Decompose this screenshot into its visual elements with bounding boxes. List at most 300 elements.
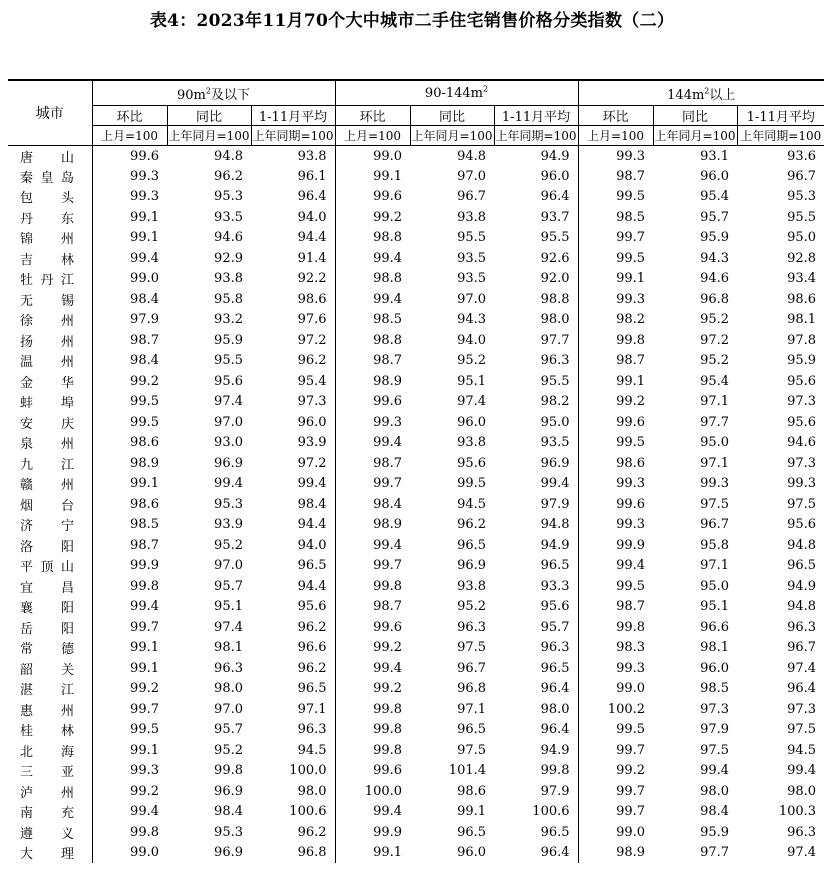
city-name: 宜昌 xyxy=(20,580,74,596)
city-cell xyxy=(8,187,92,208)
city-name: 无锡 xyxy=(20,293,74,309)
table-row xyxy=(8,453,824,474)
index-value-cell: 99.6 xyxy=(616,414,646,430)
city-cell xyxy=(8,535,92,556)
city-cell xyxy=(8,351,92,372)
index-value-cell: 98.0 xyxy=(494,699,578,720)
index-value-cell: 96.8 xyxy=(457,681,487,697)
city-name: 蚌埠 xyxy=(20,396,74,412)
city-name: 惠州 xyxy=(20,703,74,719)
index-value-cell: 96.4 xyxy=(494,187,578,208)
city-cell xyxy=(8,269,92,290)
index-value-cell: 96.2 xyxy=(457,517,487,533)
index-value-cell: 95.3 xyxy=(787,189,817,205)
index-value-cell: 97.3 xyxy=(787,701,817,717)
index-value-cell: 99.2 xyxy=(130,783,159,799)
index-value-cell: 99.1 xyxy=(457,804,487,820)
city-name: 九江 xyxy=(20,457,74,473)
index-value-cell: 99.4 xyxy=(787,763,817,779)
index-value-cell: 97.4 xyxy=(787,660,817,676)
index-value-cell: 94.6 xyxy=(787,435,817,451)
index-value-cell: 93.3 xyxy=(494,576,578,597)
index-value-cell: 99.5 xyxy=(616,435,646,451)
index-value-cell: 97.8 xyxy=(787,332,817,348)
price-index-table xyxy=(8,79,824,863)
table-row xyxy=(8,576,824,597)
index-value-cell: 92.6 xyxy=(494,248,578,269)
group-header-large: $144m^2$以上 xyxy=(578,80,824,106)
index-value-cell: 99.6 xyxy=(373,394,403,410)
index-value-cell: 99.4 xyxy=(700,763,730,779)
city-cell xyxy=(8,166,92,187)
table-row xyxy=(8,494,824,515)
index-value-cell: 99.3 xyxy=(130,763,159,779)
city-name: 桂林 xyxy=(20,724,74,740)
index-value-cell: 99.4 xyxy=(130,599,159,615)
mom-base-header: 上月=100 xyxy=(578,126,653,146)
table-row xyxy=(8,781,824,802)
index-value-cell: 97.4 xyxy=(214,619,243,635)
mom-base-header: 上月=100 xyxy=(92,126,167,146)
table-row xyxy=(8,269,824,290)
index-value-cell: 95.5 xyxy=(457,230,487,246)
index-value-cell: 97.0 xyxy=(457,291,487,307)
mom-header: 环比 xyxy=(578,106,653,126)
city-name: 泉州 xyxy=(20,437,74,453)
group-header-medium: $90-144m^2$ xyxy=(335,80,578,106)
index-value-cell: 99.5 xyxy=(130,722,159,738)
index-value-cell: 100.3 xyxy=(778,804,817,820)
index-value-cell: 99.4 xyxy=(251,474,335,495)
city-name: 赣州 xyxy=(20,478,74,494)
table-row xyxy=(8,679,824,700)
city-cell xyxy=(8,617,92,638)
city-cell xyxy=(8,802,92,823)
index-value-cell: 99.8 xyxy=(373,701,403,717)
index-value-cell: 96.3 xyxy=(787,824,817,840)
table-row xyxy=(8,535,824,556)
index-value-cell: 99.6 xyxy=(616,496,646,512)
index-value-cell: 99.1 xyxy=(130,660,159,676)
index-value-cell: 96.4 xyxy=(251,187,335,208)
index-value-cell: 99.3 xyxy=(130,168,159,184)
index-value-cell: 95.2 xyxy=(457,353,487,369)
index-value-cell: 95.2 xyxy=(214,537,243,553)
city-cell xyxy=(8,392,92,413)
index-value-cell: 99.4 xyxy=(373,435,403,451)
index-value-cell: 98.6 xyxy=(787,291,817,307)
index-value-cell: 96.9 xyxy=(214,783,243,799)
index-value-cell: 99.4 xyxy=(130,250,159,266)
index-value-cell: 95.2 xyxy=(457,599,487,615)
index-value-cell: 93.8 xyxy=(457,209,487,225)
yoy-base-header: 上年同月=100 xyxy=(167,126,251,146)
index-value-cell: 95.3 xyxy=(214,189,243,205)
table-row xyxy=(8,433,824,454)
index-value-cell: 99.9 xyxy=(616,537,646,553)
index-value-cell: 99.3 xyxy=(373,414,403,430)
index-value-cell: 95.8 xyxy=(700,537,730,553)
index-value-cell: 98.0 xyxy=(251,781,335,802)
index-value-cell: 93.5 xyxy=(457,271,487,287)
index-value-cell: 95.7 xyxy=(214,578,243,594)
index-value-cell: 98.7 xyxy=(616,353,646,369)
index-value-cell: 96.5 xyxy=(457,824,487,840)
index-value-cell: 98.5 xyxy=(616,209,646,225)
index-value-cell: 99.6 xyxy=(373,189,403,205)
index-value-cell: 96.7 xyxy=(787,168,817,184)
index-value-cell: 100.0 xyxy=(251,761,335,782)
ytd-base-header: 上年同期=100 xyxy=(251,126,335,146)
index-value-cell: 99.1 xyxy=(616,271,646,287)
city-name: 泸州 xyxy=(20,785,74,801)
index-value-cell: 96.4 xyxy=(787,681,817,697)
index-value-cell: 99.4 xyxy=(214,476,243,492)
index-value-cell: 99.1 xyxy=(130,742,159,758)
city-cell xyxy=(8,597,92,618)
index-value-cell: 96.5 xyxy=(787,558,817,574)
index-value-cell: 94.9 xyxy=(494,146,578,167)
index-value-cell: 95.3 xyxy=(214,824,243,840)
index-value-cell: 99.4 xyxy=(130,804,159,820)
table-row xyxy=(8,720,824,741)
index-value-cell: 94.8 xyxy=(457,148,487,164)
index-value-cell: 98.7 xyxy=(616,168,646,184)
index-value-cell: 93.1 xyxy=(700,148,730,164)
index-value-cell: 94.8 xyxy=(787,599,817,615)
city-cell xyxy=(8,433,92,454)
index-value-cell: 98.8 xyxy=(373,230,403,246)
index-value-cell: 99.8 xyxy=(130,824,159,840)
index-value-cell: 93.7 xyxy=(494,207,578,228)
city-name: 扬州 xyxy=(20,334,74,350)
index-value-cell: 98.9 xyxy=(616,845,646,861)
yoy-header: 同比 xyxy=(167,106,251,126)
index-value-cell: 99.2 xyxy=(616,394,646,410)
index-value-cell: 96.5 xyxy=(494,822,578,843)
city-cell xyxy=(8,228,92,249)
table-row xyxy=(8,822,824,843)
yoy-base-header: 上年同月=100 xyxy=(410,126,494,146)
index-value-cell: 96.2 xyxy=(251,658,335,679)
index-value-cell: 94.4 xyxy=(251,515,335,536)
index-value-cell: 97.5 xyxy=(700,496,730,512)
index-value-cell: 95.7 xyxy=(494,617,578,638)
index-value-cell: 96.0 xyxy=(700,168,730,184)
table-row xyxy=(8,207,824,228)
index-value-cell: 96.5 xyxy=(494,658,578,679)
city-cell xyxy=(8,494,92,515)
index-value-cell: 96.9 xyxy=(457,558,487,574)
index-value-cell: 95.0 xyxy=(494,412,578,433)
index-value-cell: 99.1 xyxy=(130,230,159,246)
index-value-cell: 99.8 xyxy=(130,578,159,594)
index-value-cell: 96.5 xyxy=(457,537,487,553)
index-value-cell: 95.1 xyxy=(214,599,243,615)
table-row xyxy=(8,330,824,351)
index-value-cell: 99.3 xyxy=(616,660,646,676)
index-value-cell: 95.4 xyxy=(251,371,335,392)
index-value-cell: 99.2 xyxy=(373,640,403,656)
index-value-cell: 97.3 xyxy=(787,394,817,410)
index-value-cell: 99.0 xyxy=(616,824,646,840)
index-value-cell: 97.1 xyxy=(700,455,730,471)
group-header-small: $90m^2$及以下 xyxy=(92,80,335,106)
table-row xyxy=(8,802,824,823)
index-value-cell: 95.6 xyxy=(457,455,487,471)
table-row xyxy=(8,248,824,269)
index-value-cell: 99.3 xyxy=(616,148,646,164)
index-value-cell: 99.1 xyxy=(616,373,646,389)
index-value-cell: 99.6 xyxy=(373,619,403,635)
index-value-cell: 96.3 xyxy=(787,619,817,635)
index-value-cell: 96.8 xyxy=(700,291,730,307)
index-value-cell: 99.2 xyxy=(130,373,159,389)
index-value-cell: 97.1 xyxy=(700,394,730,410)
index-value-cell: 99.0 xyxy=(130,271,159,287)
table-row xyxy=(8,412,824,433)
city-name: 锦州 xyxy=(20,232,74,248)
city-cell xyxy=(8,822,92,843)
index-value-cell: 93.9 xyxy=(251,433,335,454)
index-value-cell: 96.3 xyxy=(494,638,578,659)
city-cell xyxy=(8,556,92,577)
city-name: 吉林 xyxy=(20,252,74,268)
table-row xyxy=(8,371,824,392)
city-name: 唐山 xyxy=(20,150,74,166)
index-value-cell: 99.3 xyxy=(130,189,159,205)
table-row xyxy=(8,699,824,720)
index-value-cell: 97.1 xyxy=(251,699,335,720)
index-value-cell: 99.5 xyxy=(616,578,646,594)
city-cell xyxy=(8,412,92,433)
index-value-cell: 93.8 xyxy=(457,578,487,594)
index-value-cell: 94.5 xyxy=(457,496,487,512)
index-value-cell: 93.8 xyxy=(214,271,243,287)
yoy-base-header: 上年同月=100 xyxy=(653,126,737,146)
index-value-cell: 97.9 xyxy=(130,312,159,328)
index-value-cell: 94.5 xyxy=(251,740,335,761)
index-value-cell: 99.3 xyxy=(700,476,730,492)
index-value-cell: 95.1 xyxy=(700,599,730,615)
index-value-cell: 97.5 xyxy=(700,742,730,758)
index-value-cell: 96.2 xyxy=(251,617,335,638)
index-value-cell: 97.5 xyxy=(787,496,817,512)
index-value-cell: 99.8 xyxy=(214,763,243,779)
table-row xyxy=(8,515,824,536)
index-value-cell: 99.6 xyxy=(373,763,403,779)
city-name: 烟台 xyxy=(20,498,74,514)
index-value-cell: 95.2 xyxy=(700,353,730,369)
index-value-cell: 95.2 xyxy=(700,312,730,328)
index-value-cell: 95.0 xyxy=(700,578,730,594)
index-value-cell: 98.0 xyxy=(494,310,578,331)
city-name: 济宁 xyxy=(20,519,74,535)
index-value-cell: 97.4 xyxy=(214,394,243,410)
table-row xyxy=(8,351,824,372)
index-value-cell: 99.5 xyxy=(616,722,646,738)
city-cell xyxy=(8,679,92,700)
index-value-cell: 96.7 xyxy=(700,517,730,533)
city-name: 北海 xyxy=(20,744,74,760)
city-cell xyxy=(8,638,92,659)
index-value-cell: 96.3 xyxy=(457,619,487,635)
index-value-cell: 98.6 xyxy=(130,435,159,451)
table-row xyxy=(8,146,824,167)
index-value-cell: 96.5 xyxy=(457,722,487,738)
table-row xyxy=(8,392,824,413)
index-value-cell: 97.1 xyxy=(457,701,487,717)
index-value-cell: 99.2 xyxy=(616,763,646,779)
table-row xyxy=(8,228,824,249)
ytd-avg-header: 1-11月平均 xyxy=(251,106,335,126)
index-value-cell: 94.6 xyxy=(700,271,730,287)
city-name: 湛江 xyxy=(20,683,74,699)
index-value-cell: 93.4 xyxy=(787,271,817,287)
index-value-cell: 95.5 xyxy=(214,353,243,369)
index-value-cell: 96.9 xyxy=(494,453,578,474)
index-value-cell: 95.3 xyxy=(214,496,243,512)
index-value-cell: 98.7 xyxy=(130,332,159,348)
index-value-cell: 93.6 xyxy=(787,148,817,164)
city-name: 南充 xyxy=(20,806,74,822)
index-value-cell: 94.9 xyxy=(494,740,578,761)
city-cell xyxy=(8,146,92,167)
city-cell xyxy=(8,474,92,495)
index-value-cell: 97.5 xyxy=(787,722,817,738)
index-value-cell: 99.3 xyxy=(616,476,646,492)
index-value-cell: 96.6 xyxy=(251,638,335,659)
index-value-cell: 98.7 xyxy=(130,537,159,553)
index-value-cell: 95.6 xyxy=(251,597,335,618)
index-value-cell: 99.1 xyxy=(373,845,403,861)
index-value-cell: 97.7 xyxy=(494,330,578,351)
index-value-cell: 97.5 xyxy=(457,742,487,758)
city-cell xyxy=(8,207,92,228)
table-row xyxy=(8,740,824,761)
index-value-cell: 96.7 xyxy=(457,660,487,676)
index-value-cell: 98.1 xyxy=(214,640,243,656)
index-value-cell: 98.7 xyxy=(373,599,403,615)
index-value-cell: 99.7 xyxy=(616,783,646,799)
index-value-cell: 96.0 xyxy=(457,414,487,430)
index-value-cell: 99.7 xyxy=(616,742,646,758)
index-value-cell: 99.7 xyxy=(616,230,646,246)
index-value-cell: 96.9 xyxy=(214,845,243,861)
index-value-cell: 94.5 xyxy=(787,742,817,758)
index-value-cell: 95.6 xyxy=(787,373,817,389)
index-value-cell: 95.9 xyxy=(214,332,243,348)
city-cell xyxy=(8,699,92,720)
index-value-cell: 95.1 xyxy=(457,373,487,389)
index-value-cell: 98.8 xyxy=(494,289,578,310)
index-value-cell: 92.0 xyxy=(494,269,578,290)
index-value-cell: 95.9 xyxy=(700,824,730,840)
city-cell xyxy=(8,843,92,864)
index-value-cell: 93.8 xyxy=(457,435,487,451)
table-row xyxy=(8,638,824,659)
index-value-cell: 99.4 xyxy=(494,474,578,495)
city-cell xyxy=(8,781,92,802)
index-value-cell: 99.8 xyxy=(616,332,646,348)
index-value-cell: 98.4 xyxy=(373,496,403,512)
city-name: 安庆 xyxy=(20,416,74,432)
city-cell xyxy=(8,720,92,741)
index-value-cell: 98.7 xyxy=(616,599,646,615)
index-value-cell: 100.6 xyxy=(251,802,335,823)
index-value-cell: 97.1 xyxy=(700,558,730,574)
index-value-cell: 99.1 xyxy=(130,209,159,225)
index-value-cell: 96.5 xyxy=(251,556,335,577)
index-value-cell: 98.4 xyxy=(251,494,335,515)
index-value-cell: 98.4 xyxy=(130,291,159,307)
index-value-cell: 94.0 xyxy=(251,207,335,228)
table-row xyxy=(8,617,824,638)
index-value-cell: 99.9 xyxy=(130,558,159,574)
city-name: 襄阳 xyxy=(20,601,74,617)
index-value-cell: 99.4 xyxy=(616,558,646,574)
index-value-cell: 93.5 xyxy=(214,209,243,225)
index-value-cell: 98.6 xyxy=(251,289,335,310)
index-value-cell: 99.5 xyxy=(130,394,159,410)
table-row xyxy=(8,289,824,310)
index-value-cell: 99.8 xyxy=(373,742,403,758)
index-value-cell: 99.7 xyxy=(130,619,159,635)
city-name: 温州 xyxy=(20,355,74,371)
index-value-cell: 95.9 xyxy=(700,230,730,246)
index-value-cell: 97.7 xyxy=(700,414,730,430)
index-value-cell: 98.2 xyxy=(616,312,646,328)
index-value-cell: 97.9 xyxy=(494,494,578,515)
index-value-cell: 98.8 xyxy=(373,271,403,287)
index-value-cell: 99.2 xyxy=(373,681,403,697)
index-value-cell: 93.5 xyxy=(457,250,487,266)
index-value-cell: 97.3 xyxy=(700,701,730,717)
table-body xyxy=(8,146,824,864)
city-cell xyxy=(8,453,92,474)
index-value-cell: 96.2 xyxy=(214,168,243,184)
table-row xyxy=(8,187,824,208)
index-value-cell: 96.7 xyxy=(787,640,817,656)
index-value-cell: 96.2 xyxy=(251,351,335,372)
city-name: 遵义 xyxy=(20,826,74,842)
index-value-cell: 98.6 xyxy=(457,783,487,799)
index-value-cell: 94.0 xyxy=(457,332,487,348)
ytd-base-header: 上年同期=100 xyxy=(494,126,578,146)
index-value-cell: 95.7 xyxy=(700,209,730,225)
index-value-cell: 99.1 xyxy=(130,640,159,656)
index-value-cell: 99.0 xyxy=(130,845,159,861)
index-value-cell: 94.8 xyxy=(494,515,578,536)
mom-header: 环比 xyxy=(335,106,410,126)
table-row xyxy=(8,843,824,864)
index-value-cell: 98.1 xyxy=(700,640,730,656)
index-value-cell: 93.9 xyxy=(214,517,243,533)
ytd-avg-header: 1-11月平均 xyxy=(737,106,824,126)
table-row xyxy=(8,166,824,187)
table-row xyxy=(8,761,824,782)
index-value-cell: 96.7 xyxy=(457,189,487,205)
index-value-cell: 98.4 xyxy=(700,804,730,820)
index-value-cell: 97.3 xyxy=(787,455,817,471)
index-value-cell: 95.7 xyxy=(214,722,243,738)
index-value-cell: 94.9 xyxy=(494,535,578,556)
index-value-cell: 92.8 xyxy=(787,250,817,266)
index-value-cell: 98.2 xyxy=(494,392,578,413)
index-value-cell: 97.0 xyxy=(457,168,487,184)
index-value-cell: 94.8 xyxy=(214,148,243,164)
city-column-header: 城市 xyxy=(8,80,92,146)
